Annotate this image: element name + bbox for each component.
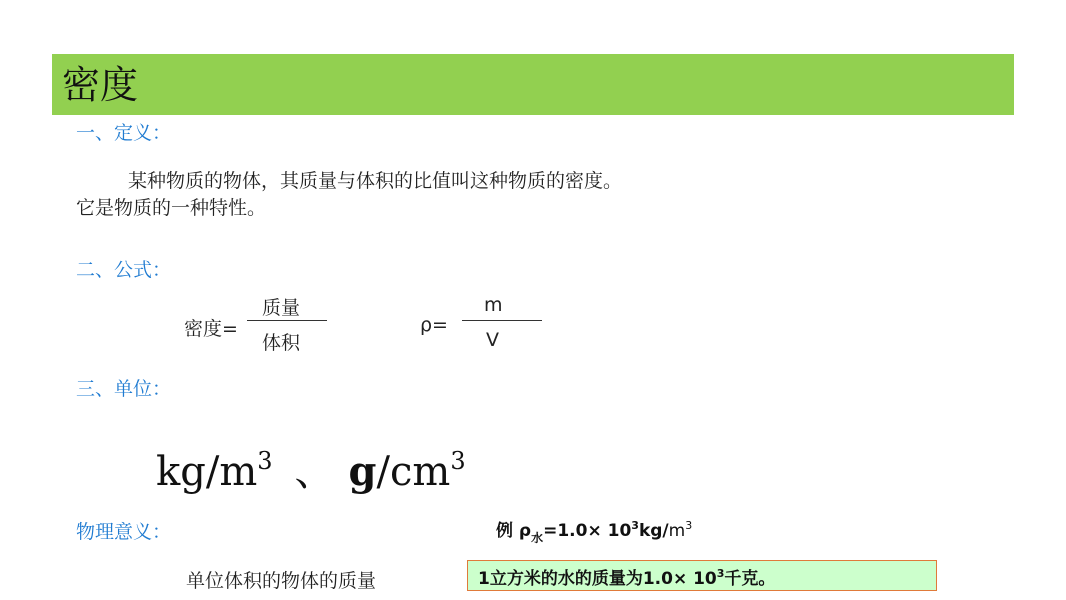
units-heading: 三、单位： xyxy=(76,378,172,400)
formula-symbol-denominator: V xyxy=(486,329,499,351)
highlight-exponent: 3 xyxy=(716,567,725,580)
example-subscript: 水 xyxy=(531,531,544,545)
definition-line-1: 某种物质的物体，其质量与体积的比值叫这种物质的密度。 xyxy=(128,170,623,192)
example-unit: m xyxy=(668,521,686,541)
formula-symbol-numerator: m xyxy=(484,294,503,316)
highlight-text-end: 千克。 xyxy=(724,569,776,589)
meaning-description: 单位体积的物体的质量 xyxy=(186,570,377,592)
meaning-heading: 物理意义： xyxy=(76,521,172,543)
unit-cm3-exponent: 3 xyxy=(450,447,466,475)
formula-word-denominator: 体积 xyxy=(262,332,301,354)
unit-per-cm: /cm xyxy=(376,449,451,495)
formula-word-lhs: 密度= xyxy=(184,318,238,340)
unit-kg-per-m3-exponent: 3 xyxy=(257,447,273,475)
example-unit-bold: kg/ xyxy=(638,521,669,541)
formula-heading: 二、公式： xyxy=(76,259,172,281)
example-exponent: 3 xyxy=(631,519,639,532)
highlight-text xyxy=(478,564,775,589)
water-density-example xyxy=(496,516,692,546)
page-title: 密度 xyxy=(62,63,139,107)
units-line xyxy=(156,440,466,497)
example-value: =1.0× 10 xyxy=(543,521,632,541)
formula-word-fraction-bar xyxy=(247,320,327,321)
formula-word-numerator: 质量 xyxy=(262,297,301,319)
example-unit-exponent: 3 xyxy=(685,519,693,532)
title-bar xyxy=(52,54,1014,115)
definition-line-2: 它是物质的一种特性。 xyxy=(76,197,267,219)
definition-heading: 一、定义： xyxy=(76,122,172,144)
unit-kg-per-m3: kg/m xyxy=(156,449,258,495)
units-separator: 、 xyxy=(294,449,335,495)
highlight-text-main: 1立方米的水的质量为1.0× 10 xyxy=(478,569,717,589)
formula-symbol-lhs: ρ= xyxy=(420,314,448,336)
formula-symbol-fraction-bar xyxy=(462,320,542,321)
unit-g: g xyxy=(348,448,377,495)
example-prefix: 例 ρ xyxy=(496,521,532,541)
